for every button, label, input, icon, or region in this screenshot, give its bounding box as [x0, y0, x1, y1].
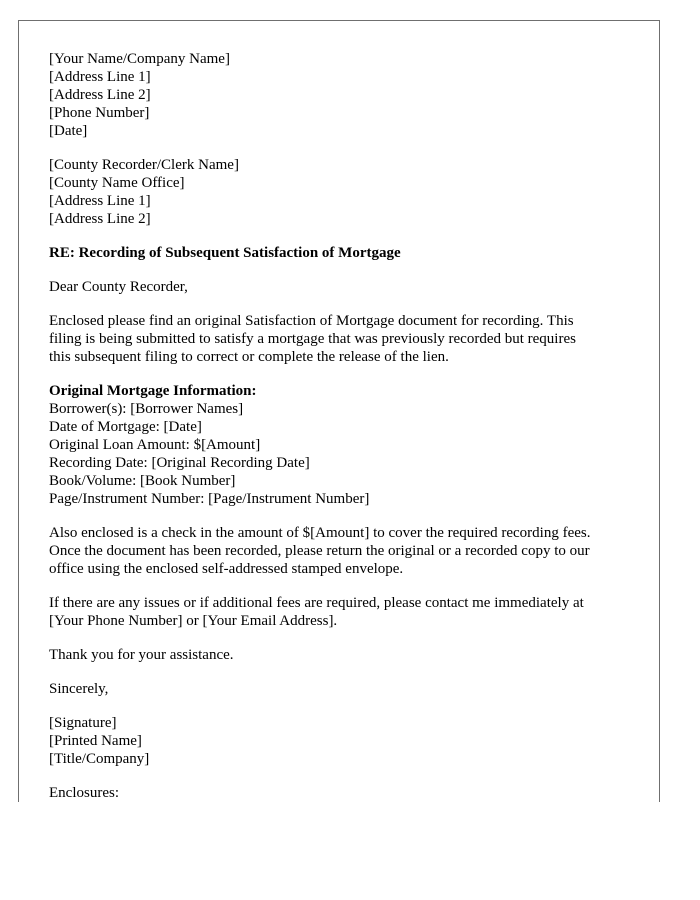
mortgage-loan-amount: Original Loan Amount: $[Amount] [49, 437, 261, 453]
contact-line: [Your Phone Number] or [Your Email Address]. [49, 613, 338, 629]
fees-line: Also enclosed is a check in the amount of $[Amount] to cover the required recording fees. [49, 525, 591, 541]
sender-name: [Your Name/Company Name] [49, 51, 230, 67]
subject-line: RE: Recording of Subsequent Satisfaction of Mortgage [49, 245, 401, 261]
sender-address-line-1: [Address Line 1] [49, 69, 151, 85]
mortgage-recording-date: Recording Date: [Original Recording Date] [49, 455, 310, 471]
recipient-name: [County Recorder/Clerk Name] [49, 157, 239, 173]
fees-paragraph [49, 524, 639, 578]
mortgage-book-volume: Book/Volume: [Book Number] [49, 473, 236, 489]
intro-line: Enclosed please find an original Satisfaction of Mortgage document for recording. This [49, 313, 574, 329]
fees-line: office using the enclosed self-addressed stamped envelope. [49, 561, 404, 577]
thanks-line: Thank you for your assistance. [49, 647, 234, 663]
mortgage-info-block [49, 382, 639, 508]
letter-page [18, 20, 660, 802]
contact-line: If there are any issues or if additional fees are required, please contact me immediately at [49, 595, 584, 611]
intro-line: this subsequent filing to correct or complete the release of the lien. [49, 349, 449, 365]
mortgage-info-heading: Original Mortgage Information: [49, 383, 257, 399]
title-company: [Title/Company] [49, 751, 150, 767]
recipient-block [49, 156, 639, 228]
signature: [Signature] [49, 715, 117, 731]
sender-phone: [Phone Number] [49, 105, 150, 121]
letter-date: [Date] [49, 123, 88, 139]
mortgage-date: Date of Mortgage: [Date] [49, 419, 202, 435]
contact-paragraph [49, 594, 639, 630]
signature-block [49, 714, 639, 768]
sender-address-line-2: [Address Line 2] [49, 87, 151, 103]
intro-line: filing is being submitted to satisfy a mortgage that was previously recorded but requires [49, 331, 576, 347]
recipient-address-line-2: [Address Line 2] [49, 211, 151, 227]
intro-paragraph [49, 312, 639, 366]
recipient-office: [County Name Office] [49, 175, 185, 191]
recipient-address-line-1: [Address Line 1] [49, 193, 151, 209]
sender-block [49, 50, 639, 140]
fees-line: Once the document has been recorded, please return the original or a recorded copy to our [49, 543, 590, 559]
enclosures-line: Enclosures: [49, 785, 119, 801]
closing-line: Sincerely, [49, 681, 109, 697]
letter-body [49, 50, 639, 802]
mortgage-borrowers: Borrower(s): [Borrower Names] [49, 401, 244, 417]
mortgage-page-instrument: Page/Instrument Number: [Page/Instrument Number] [49, 491, 370, 507]
printed-name: [Printed Name] [49, 733, 142, 749]
salutation: Dear County Recorder, [49, 279, 188, 295]
